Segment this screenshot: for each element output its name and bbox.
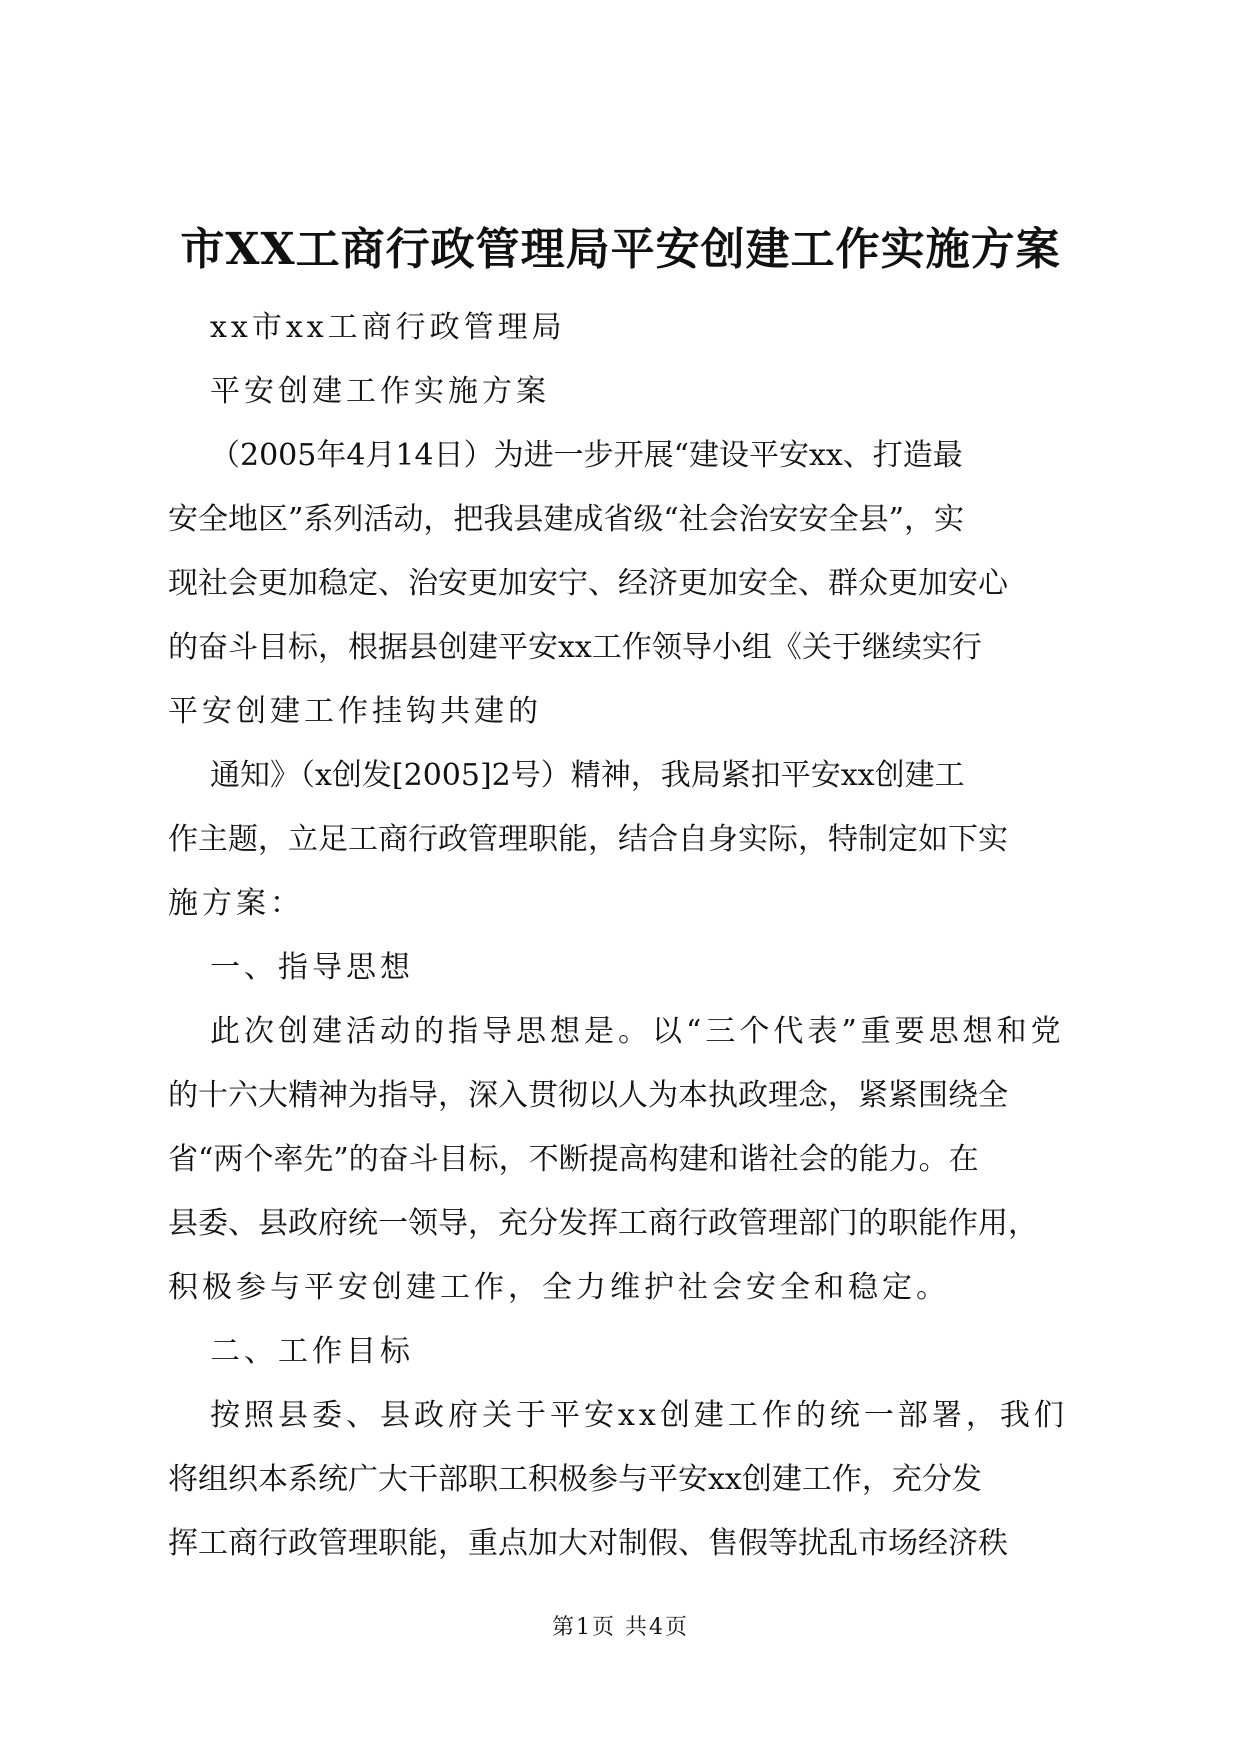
text-line: 的奋斗目标，根据县创建平安xx工作领导小组《关于继续实行 xyxy=(168,630,982,665)
text-line: 省“两个率先”的奋斗目标，不断提高构建和谐社会的能力。在 xyxy=(168,1142,979,1177)
text-line: 平安创建工作挂钩共建的 xyxy=(168,694,542,729)
section-heading-work-goals: 二、工作目标 xyxy=(210,1334,414,1369)
text-line: 作主题，立足工商行政管理职能，结合自身实际，特制定如下实 xyxy=(168,822,1008,857)
text-line: 积极参与平安创建工作，全力维护社会安全和稳定。 xyxy=(168,1270,950,1305)
text-line: 将组织本系统广大干部职工积极参与平安xx创建工作，充分发 xyxy=(168,1462,982,1497)
page-footer: 第1页 共4页 xyxy=(552,1615,689,1640)
text-line: 施方案： xyxy=(168,886,304,921)
text-line: （2005年4月14日）为进一步开展“建设平安xx、打造最 xyxy=(210,438,963,473)
text-block xyxy=(168,296,1075,1576)
text-line: 通知》（x创发[2005]2号）精神，我局紧扣平安xx创建工 xyxy=(210,758,965,793)
text-line: 县委、县政府统一领导，充分发挥工商行政管理部门的职能作用， xyxy=(168,1206,1038,1241)
text-line: 的十六大精神为指导，深入贯彻以人为本执政理念，紧紧围绕全 xyxy=(168,1078,1008,1113)
section-heading-guiding-ideology: 一、指导思想 xyxy=(210,950,414,985)
text-line-issuer: xx市xx工商行政管理局 xyxy=(210,310,566,345)
text-line: 按照县委、县政府关于平安xx创建工作的统一部署，我们 xyxy=(210,1398,1068,1433)
document-body xyxy=(168,296,1075,1576)
text-line: 挥工商行政管理职能，重点加大对制假、售假等扰乱市场经济秩 xyxy=(168,1526,1008,1561)
text-line: 现社会更加稳定、治安更加安宁、经济更加安全、群众更加安心 xyxy=(168,566,1008,601)
text-line: 此次创建活动的指导思想是。以“三个代表”重要思想和党 xyxy=(210,1014,1065,1049)
text-line: 安全地区”系列活动，把我县建成省级“社会治安安全县”，实 xyxy=(168,502,965,537)
text-line-subtitle: 平安创建工作实施方案 xyxy=(210,374,550,409)
document-title: 市XX工商行政管理局平安创建工作实施方案 xyxy=(180,224,1061,275)
